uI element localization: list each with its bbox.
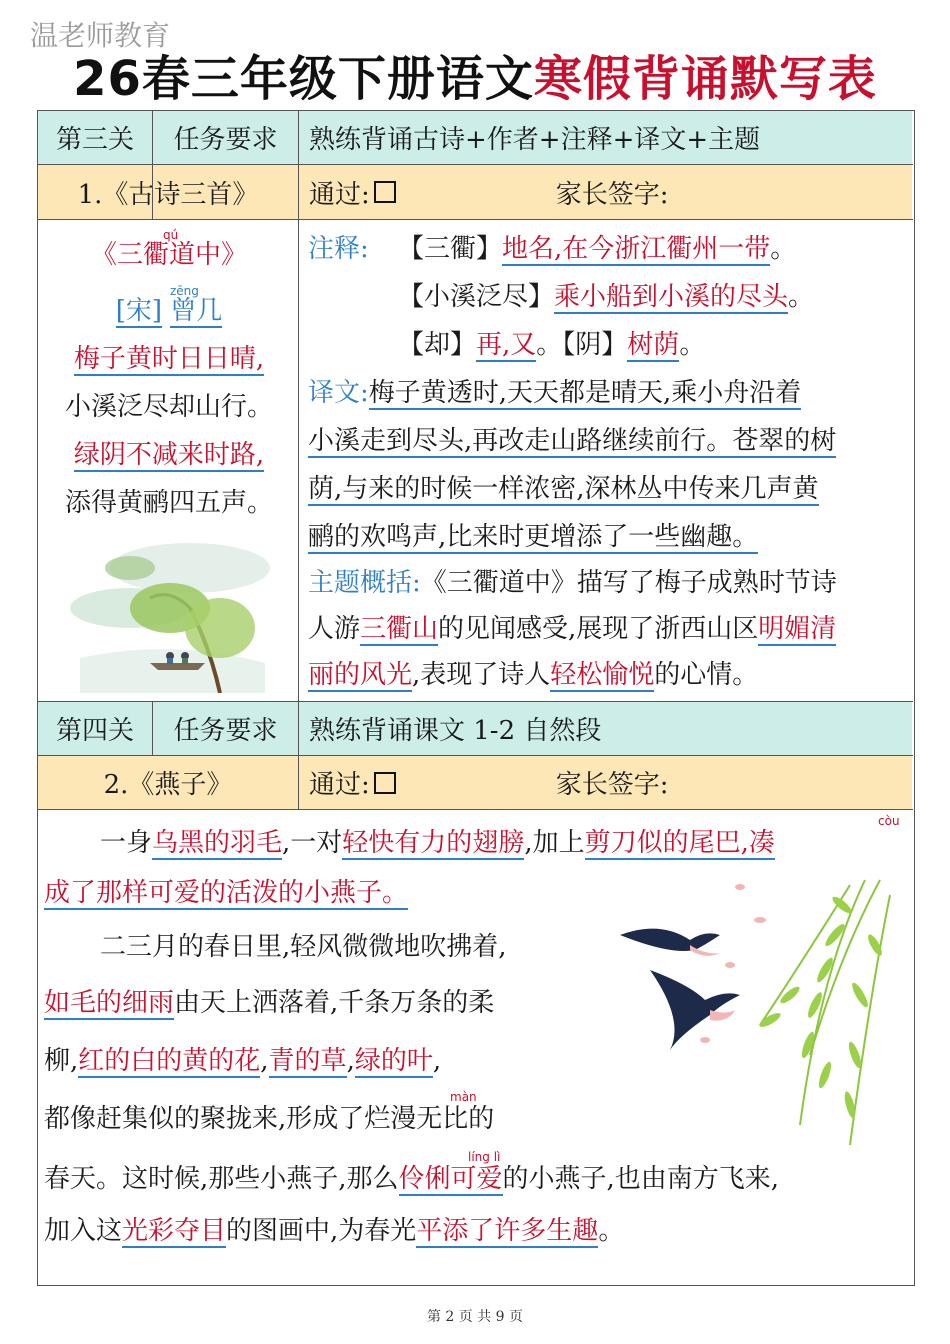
s3-pass-checkbox[interactable] (374, 181, 396, 203)
s3-item: 1.《古诗三首》 (38, 165, 298, 219)
s3-pass-row (299, 165, 912, 219)
passage-line-4: 如毛的细雨由天上洒落着,千条万条的柔 (44, 988, 495, 1018)
p2-l5-ruby: líng lì (468, 1150, 501, 1164)
poem-dynasty: [宋] (115, 296, 162, 326)
p1-ruby: còu (878, 814, 900, 828)
swallows-illustration (610, 875, 900, 1155)
s4-req: 熟练背诵课文 1-2 自然段 (299, 702, 912, 755)
s4-pass-checkbox[interactable] (374, 772, 396, 794)
passage-line-8: 加入这光彩夺目的图画中,为春光平添了许多生趣。 (44, 1216, 625, 1246)
poem-line-4: 添得黄鹂四五声。 (64, 488, 273, 518)
poem-author: 曾几 (170, 296, 223, 326)
passage-line-1: 一身乌黑的羽毛,一对轻快有力的翅膀,加上剪刀似的尾巴,凑 (100, 828, 775, 858)
landscape-illustration (70, 528, 270, 693)
s3-level: 第三关 (38, 111, 152, 164)
s4-sign-label: 家长签字: (555, 770, 669, 800)
poem-line-1: 梅子黄时日日晴, (73, 344, 265, 374)
s4-item: 2.《燕子》 (38, 756, 298, 809)
poem-author-ruby: zēng (170, 284, 199, 298)
translation-line-2: 小溪走到尽头,再改走山路继续前行。苍翠的树 (308, 426, 837, 456)
translation-label: 译文: (308, 378, 369, 408)
s4-pass-row (299, 756, 912, 809)
translation-line-1: 译文:梅子黄透时,天天都是晴天,乘小舟沿着 (308, 378, 802, 408)
note-3: 【却】再,又。【阴】树荫。 (398, 330, 706, 360)
s3-pass-label: 通过: (309, 179, 370, 210)
poem-byline (40, 294, 298, 328)
page-title (0, 40, 950, 109)
s4-pass-label: 通过: (309, 770, 370, 800)
note-1: 【三衢】地名,在今浙江衢州一带。 (398, 234, 797, 264)
s3-sign-label: 家长签字: (555, 179, 669, 210)
s4-req-label: 任务要求 (153, 702, 298, 755)
note-2: 【小溪泛尽】乘小船到小溪的尽头。 (398, 282, 815, 312)
s3-req: 熟练背诵古诗+作者+注释+译文+主题 (299, 111, 912, 164)
p2-l4-ruby: màn (450, 1090, 477, 1104)
title-highlight: 寒假背诵默写表 (533, 51, 877, 107)
poem-line-2: 小溪泛尽却山行。 (64, 392, 273, 422)
passage-line-5: 柳,红的白的黄的花,青的草,绿的叶, (44, 1046, 442, 1076)
poem-title: 《三衢道中》 (90, 240, 247, 270)
theme-line-3: 丽的风光,表现了诗人轻松愉悦的心情。 (308, 660, 759, 690)
translation-line-3: 荫,与来的时候一样浓密,深林丛中传来几声黄 (308, 474, 819, 504)
poem-line-3: 绿阴不减来时路, (73, 440, 265, 470)
notes-label: 注释: (308, 234, 369, 264)
passage-line-7: 春天。这时候,那些小燕子,那么伶俐可爱的小燕子,也由南方飞来, (44, 1164, 780, 1194)
s3-req-label: 任务要求 (153, 111, 298, 164)
passage-line-2: 成了那样可爱的活泼的小燕子。 (44, 878, 409, 908)
poem-title-ruby: qú (163, 228, 179, 242)
page-footer: 第 2 页 共 9 页 (426, 1309, 524, 1325)
passage-line-6: 都像赶集似的聚拢来,形成了烂漫无比的 (44, 1104, 495, 1134)
translation-line-4: 鹂的欢鸣声,比来时更增添了一些幽趣。 (308, 522, 759, 552)
theme-line-1: 主题概括:《三衢道中》描写了梅子成熟时节诗 (308, 568, 837, 598)
s4-level: 第四关 (38, 702, 152, 755)
theme-line-2: 人游三衢山的见闻感受,展现了浙西山区明媚清 (308, 614, 837, 644)
title-main: 26春三年级下册语文 (73, 51, 534, 107)
passage-line-3: 二三月的春日里,轻风微微地吹拂着, (100, 932, 507, 962)
watermark: 温老师教育 (30, 19, 171, 52)
theme-label: 主题概括: (308, 568, 421, 598)
